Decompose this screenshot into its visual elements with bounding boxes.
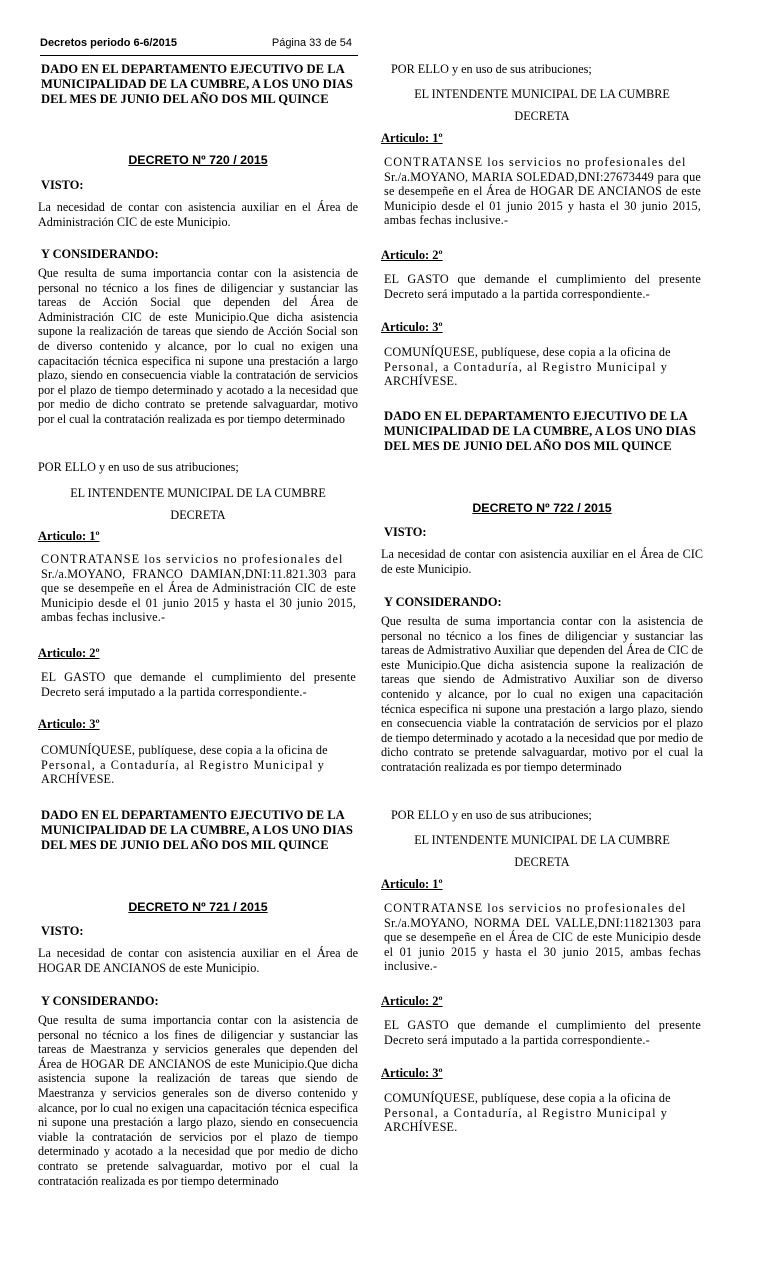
decree-722-title: DECRETO Nº 722 / 2015 [472,501,612,515]
decree-720-visto-label: VISTO: [41,178,84,192]
page-header [40,35,358,56]
decree-720-article-3-label: Articulo: 3º [38,717,100,731]
decree-721-comuniquese-2: Personal, a Contaduría, al Registro Municipal y [384,359,668,374]
decree-720-por-ello: POR ELLO y en uso de sus atribuciones; [38,460,239,474]
decree-720-article-3-body [38,743,358,787]
decree-721-article-1-prefix: CONTRATANSE los servicios no profesionales del [384,155,687,169]
decree-722-article-1-body [381,901,703,974]
decree-720-considerando-label: Y CONSIDERANDO: [41,247,159,261]
decree-722-intendente: EL INTENDENTE MUNICIPAL DE LA CUMBRE [414,833,670,847]
decree-722-article-3-label: Articulo: 3º [381,1066,443,1080]
decree-720-decreta: DECRETA [170,508,226,522]
decree-720-considerando: Que resulta de suma importancia contar con la asistencia de personal no técnico a los fines de diligenciar y sustanciar las tareas de Acción Social que dependen del Área de Administración CIC de este Municipio.Que dicha asistencia supone la realización de tareas que siendo de Acción Social son de diverso contenido y alcance, por lo cual no exigen una capacitación técnica especifica ni supone una prestación a largo plazo, siendo en consecuencia viable la contratación de servicios por el plazo de tiempo determinado y acotado a la necesidad que por medio de dicho contrato se pretende salvaguardar, motivo por el cual la contratación realizada es por tiempo determinado [38,266,358,426]
decree-721-article-3-label: Articulo: 3º [381,320,443,334]
decree-720-comuniquese-3: ARCHÍVESE. [41,772,115,787]
decree-722-considerando-label: Y CONSIDERANDO: [384,595,502,609]
decree-721-por-ello: POR ELLO y en uso de sus atribuciones; [391,62,592,76]
decree-721-comuniquese-3: ARCHÍVESE. [384,374,458,389]
decree-721-decreta: DECRETA [514,109,570,123]
decree-722-decreta: DECRETA [514,855,570,869]
decree-721-comuniquese-1: COMUNÍQUESE, publíquese, dese copia a la oficina de [384,345,671,359]
decree-721-article-1-body [381,155,703,228]
decree-720-article-2-label: Articulo: 2º [38,646,100,660]
decree-721-article-3-body [381,345,703,389]
decree-722-visto-label: VISTO: [384,525,427,539]
decree-720-article-1-prefix: CONTRATANSE los servicios no profesionales del [41,552,344,566]
decree-721-title: DECRETO Nº 721 / 2015 [128,900,268,914]
decree-721-visto-label: VISTO: [41,924,84,938]
decree-720-article-2-body: EL GASTO que demande el cumplimiento del presente Decreto será imputado a la partida correspondiente.- [41,670,356,699]
decree-722-article-3-body [381,1091,703,1135]
decree-721-article-1-text: Sr./a.MOYANO, MARIA SOLEDAD,DNI:27673449 para que se desempeñe en el Área de HOGAR DE ANCIANOS de este Municipio desde el 01 junio 2015 y hasta el 30 junio 2015, ambas fechas inclusive.- [384,169,701,228]
decree-720-given-statement: DADO EN EL DEPARTAMENTO EJECUTIVO DE LA MUNICIPALIDAD DE LA CUMBRE, A LOS UNO DIAS DEL MES DE JUNIO DEL AÑO DOS MIL QUINCE [41,808,353,852]
decree-721-given-statement: DADO EN EL DEPARTAMENTO EJECUTIVO DE LA MUNICIPALIDAD DE LA CUMBRE, A LOS UNO DIAS DEL MES DE JUNIO DEL AÑO DOS MIL QUINCE [384,409,696,453]
decree-721-article-2-label: Articulo: 2º [381,248,443,262]
decree-721-considerando-label: Y CONSIDERANDO: [41,994,159,1008]
decree-722-article-1-prefix: CONTRATANSE los servicios no profesionales del [384,901,687,915]
decree-722-article-1-label: Articulo: 1º [381,877,443,891]
decree-722-considerando: Que resulta de suma importancia contar con la asistencia de personal no técnico a los fines de diligenciar y sustanciar las tareas de Admistrativo Auxiliar que dependen del Área de CIC de este Municipio.Que dicha asistencia supone la realización de tareas que siendo de Admistrativo Auxiliar son de diverso contenido y alcance, por lo cual no exigen una capacitación técnica especifica ni supone una prestación a largo plazo, siendo en consecuencia viable la contratación de servicios por el plazo de tiempo determinado y acotado a la necesidad que por medio de dicho contrato se pretende salvaguardar, motivo por el cual la contratación realizada es por tiempo determinado [381,614,703,774]
decree-720-intendente: EL INTENDENTE MUNICIPAL DE LA CUMBRE [70,486,326,500]
decree-722-comuniquese-2: Personal, a Contaduría, al Registro Municipal y [384,1105,668,1120]
decree-722-visto: La necesidad de contar con asistencia auxiliar en el Área de CIC de este Municipio. [381,547,703,576]
given-statement: DADO EN EL DEPARTAMENTO EJECUTIVO DE LA MUNICIPALIDAD DE LA CUMBRE, A LOS UNO DIAS DEL MES DE JUNIO DEL AÑO DOS MIL QUINCE [41,62,353,106]
decree-720-comuniquese-1: COMUNÍQUESE, publíquese, dese copia a la oficina de [41,743,328,757]
decree-722-comuniquese-3: ARCHÍVESE. [384,1120,458,1135]
decree-722-article-2-body: EL GASTO que demande el cumplimiento del presente Decreto será imputado a la partida correspondiente.- [384,1018,701,1047]
decree-722-comuniquese-1: COMUNÍQUESE, publíquese, dese copia a la oficina de [384,1091,671,1105]
decree-721-article-2-body: EL GASTO que demande el cumplimiento del presente Decreto será imputado a la partida correspondiente.- [384,272,701,301]
header-page-number: Página 33 de 54 [271,37,352,49]
decree-720-comuniquese-2: Personal, a Contaduría, al Registro Municipal y [41,757,325,772]
decree-721-visto: La necesidad de contar con asistencia auxiliar en el Área de HOGAR DE ANCIANOS de este Municipio. [38,946,358,975]
decree-722-article-2-label: Articulo: 2º [381,994,443,1008]
header-period: Decretos periodo 6-6/2015 [40,37,177,49]
decree-720-title: DECRETO Nº 720 / 2015 [128,153,268,167]
decree-720-article-1-body [38,552,358,625]
decree-720-visto: La necesidad de contar con asistencia auxiliar en el Área de Administración CIC de este Municipio. [38,200,358,229]
decree-721-considerando: Que resulta de suma importancia contar con la asistencia de personal no técnico a los fines de diligenciar y sustanciar las tareas de Maestranza y servicios generales que dependen del Área de HOGAR DE ANCIANOS de este Municipio.Que dicha asistencia supone la realización de tareas que siendo de Maestranza y servicios generales son de diverso contenido y alcance, por lo cual no exigen una capacitación técnica especifica ni supone una prestación a largo plazo, siendo en consecuencia viable la contratación de servicios por el plazo de tiempo determinado y acotado a la necesidad que por medio de dicho contrato se pretende salvaguardar, motivo por el cual la contratación realizada es por tiempo determinado [38,1013,358,1188]
decree-720-article-1-label: Articulo: 1º [38,529,100,543]
decree-722-por-ello: POR ELLO y en uso de sus atribuciones; [391,808,592,822]
decree-720-article-1-text: Sr./a.MOYANO, FRANCO DAMIAN,DNI:11.821.303 para que se desempeñe en el Área de Administración CIC de este Municipio desde el 01 junio 2015 y hasta el 30 junio 2015, ambas fechas inclusive.- [41,566,356,625]
decree-722-article-1-text: Sr./a.MOYANO, NORMA DEL VALLE,DNI:11821303 para que se desempeñe en el Área de CIC de este Municipio desde el 01 junio 2015 y hasta el 30 junio 2015, ambas fechas inclusive.- [384,915,701,974]
decree-721-article-1-label: Articulo: 1º [381,131,443,145]
decree-721-intendente: EL INTENDENTE MUNICIPAL DE LA CUMBRE [414,87,670,101]
